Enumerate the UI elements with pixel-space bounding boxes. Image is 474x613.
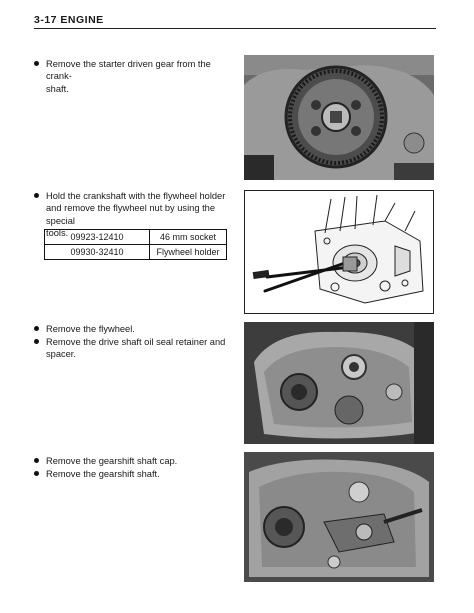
step-remove-gearshift-shaft-cap: [34, 455, 239, 467]
table-row: [45, 245, 227, 260]
illustration-flywheel-holder: [244, 190, 434, 314]
page-header-title: 3-17 ENGINE: [34, 14, 104, 26]
bullet-icon: [34, 458, 39, 463]
bullet-icon: [34, 326, 39, 331]
step-text-line: Remove the starter driven gear from the crank-: [46, 59, 211, 82]
step-remove-starter-gear: [34, 58, 234, 95]
crankcase-photo-illustration: [244, 322, 434, 444]
step-text-line: Remove the gearshift shaft cap.: [46, 456, 178, 466]
step-text-line: and remove the flywheel nut by using the special: [46, 203, 215, 226]
bullet-icon: [34, 193, 39, 198]
starter-gear-illustration: [244, 55, 434, 180]
step-remove-flywheel: [34, 323, 239, 335]
step-text-line: Remove the gearshift shaft.: [46, 469, 160, 479]
bullet-icon: [34, 61, 39, 66]
step-text-line: Hold the crankshaft with the flywheel holder: [46, 191, 226, 201]
flywheel-holder-drawing: [245, 191, 433, 313]
table-row: [45, 230, 227, 245]
step-text-line: spacer.: [46, 349, 76, 360]
step-remove-gearshift-shaft: [34, 468, 239, 480]
page-header: [34, 14, 436, 29]
special-tools-table: [44, 229, 227, 260]
gearshift-photo-illustration: [244, 452, 434, 582]
bullet-icon: [34, 471, 39, 476]
photo-gearshift-shaft: [244, 452, 434, 582]
tool-part-number: 09930-32410: [45, 245, 150, 260]
tool-part-number: 09923-12410: [45, 230, 150, 245]
step-text-line: shaft.: [46, 83, 69, 94]
bullet-icon: [34, 339, 39, 344]
step-text-line: Remove the flywheel.: [46, 324, 135, 334]
step-remove-oil-seal-retainer: [34, 336, 239, 361]
tool-name: Flywheel holder: [150, 245, 227, 260]
step-text-line: tools.: [46, 228, 69, 239]
photo-oil-seal-retainer: [244, 322, 434, 444]
step-text-line: Remove the drive shaft oil seal retainer and: [46, 337, 226, 347]
tool-name: 46 mm socket: [150, 230, 227, 245]
photo-starter-driven-gear: [244, 55, 434, 180]
